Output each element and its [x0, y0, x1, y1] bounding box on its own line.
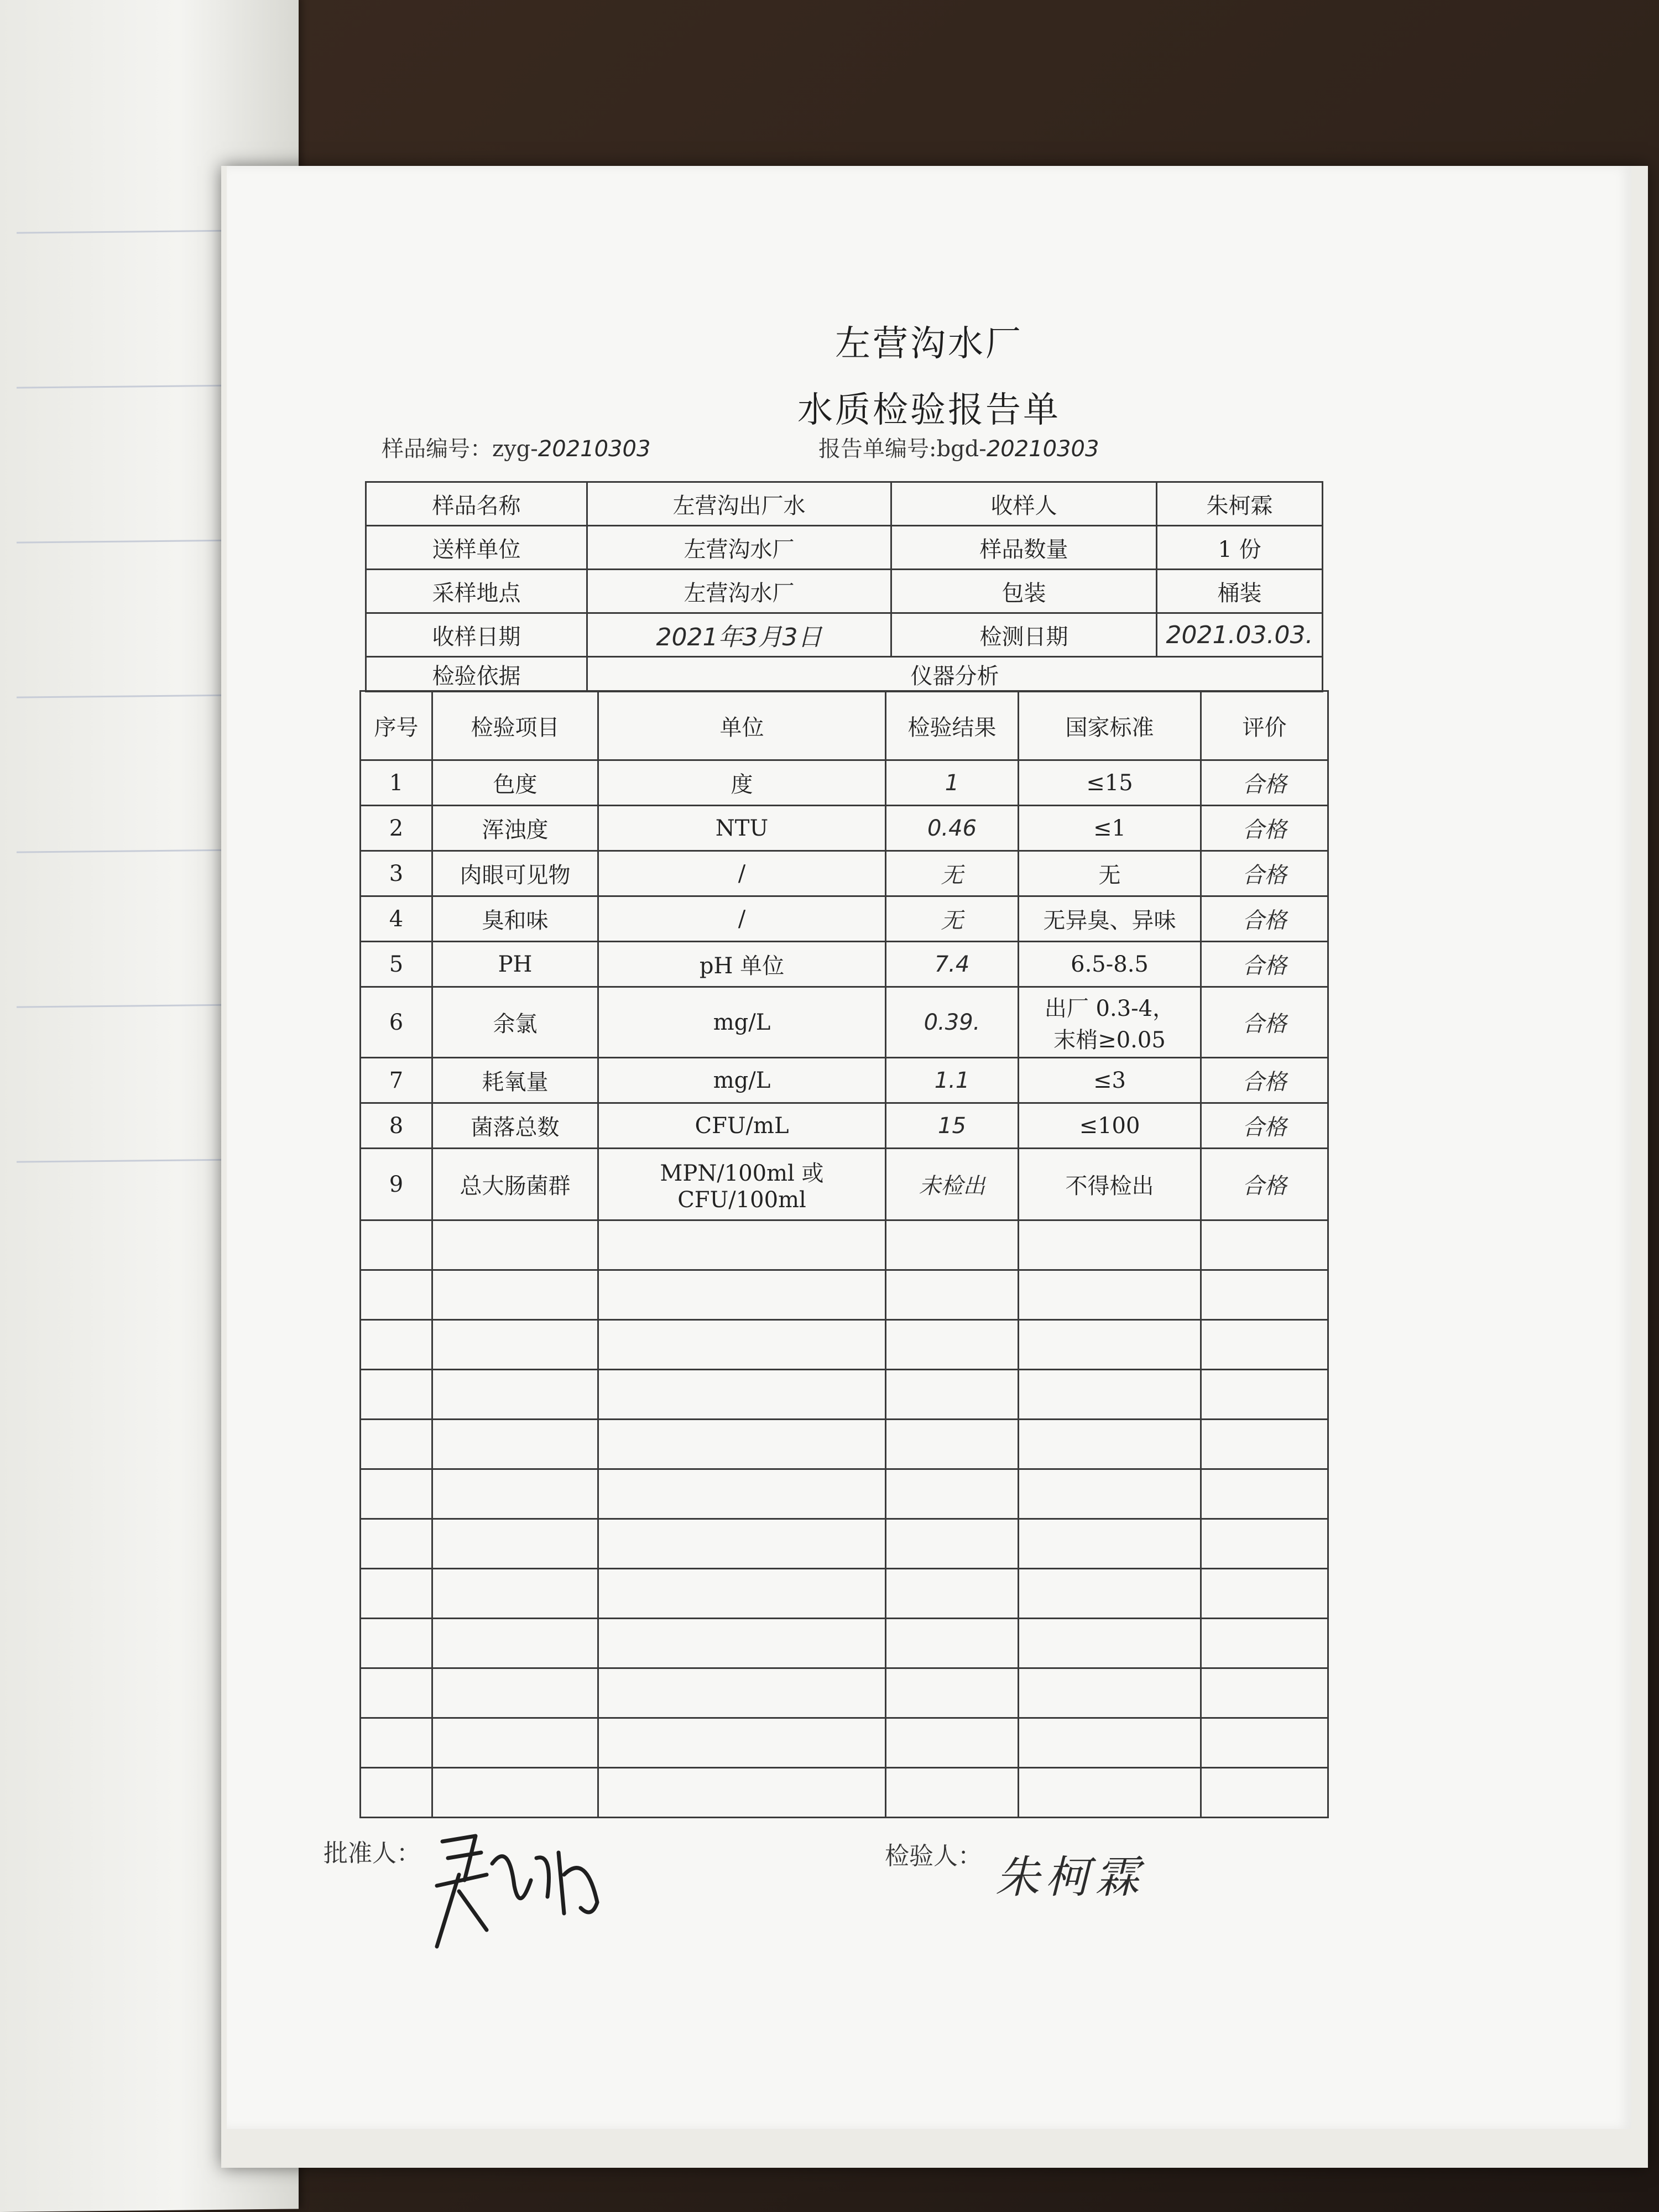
empty-cell: [886, 1270, 1019, 1320]
empty-cell: [1201, 1270, 1328, 1320]
package-label: 包装: [891, 570, 1157, 613]
empty-cell: [1019, 1519, 1201, 1569]
table-row: [361, 1103, 1328, 1149]
header-item: 检验项目: [432, 691, 598, 760]
row-seq: 4: [361, 896, 432, 942]
row-result: 1.1: [886, 1058, 1019, 1103]
inspector-label: 检验人：: [885, 1842, 982, 1870]
row-unit: pH 单位: [598, 942, 886, 987]
empty-cell: [1019, 1469, 1201, 1519]
row-evaluation: 合格: [1201, 851, 1328, 896]
row-item: 总大肠菌群: [432, 1149, 598, 1220]
empty-cell: [1019, 1220, 1201, 1270]
empty-cell: [598, 1320, 886, 1370]
receive-date-label: 收样日期: [366, 613, 587, 657]
empty-cell: [1201, 1220, 1328, 1270]
empty-cell: [598, 1270, 886, 1320]
row-seq: 2: [361, 806, 432, 851]
row-evaluation: 合格: [1201, 806, 1328, 851]
empty-cell: [432, 1619, 598, 1668]
empty-cell: [598, 1220, 886, 1270]
test-results-table: [359, 690, 1329, 1818]
row-unit: /: [598, 851, 886, 896]
empty-cell: [432, 1469, 598, 1519]
empty-table-row: [361, 1668, 1328, 1718]
empty-cell: [1019, 1320, 1201, 1370]
row-unit-line2: CFU/100ml: [677, 1187, 806, 1213]
row-result: 无: [886, 896, 1019, 942]
empty-cell: [432, 1320, 598, 1370]
report-sheet: [227, 166, 1631, 2129]
empty-cell: [432, 1370, 598, 1420]
empty-table-row: [361, 1768, 1328, 1818]
row-seq: 7: [361, 1058, 432, 1103]
empty-cell: [598, 1519, 886, 1569]
sample-number: [382, 431, 650, 463]
empty-table-row: [361, 1370, 1328, 1420]
empty-cell: [1019, 1420, 1201, 1469]
empty-cell: [432, 1270, 598, 1320]
row-standard-line2: 末梢≥0.05: [1053, 1027, 1166, 1053]
empty-cell: [886, 1469, 1019, 1519]
sample-name-label: 样品名称: [366, 482, 587, 526]
empty-cell: [1201, 1619, 1328, 1668]
empty-cell: [361, 1320, 432, 1370]
empty-cell: [598, 1619, 886, 1668]
test-date-value: 2021.03.03.: [1157, 613, 1323, 657]
row-item: 菌落总数: [432, 1103, 598, 1149]
sender-value: 左营沟水厂: [587, 526, 891, 570]
empty-cell: [598, 1768, 886, 1818]
empty-cell: [361, 1370, 432, 1420]
empty-table-row: [361, 1519, 1328, 1569]
empty-cell: [432, 1420, 598, 1469]
table-row: [361, 806, 1328, 851]
row-evaluation: 合格: [1201, 1149, 1328, 1220]
empty-cell: [1019, 1718, 1201, 1768]
empty-cell: [361, 1270, 432, 1320]
row-unit: mg/L: [598, 987, 886, 1058]
approver-signature: [426, 1819, 625, 1963]
empty-cell: [361, 1420, 432, 1469]
empty-table-row: [361, 1220, 1328, 1270]
row-standard: [1019, 987, 1201, 1058]
empty-cell: [1201, 1718, 1328, 1768]
row-seq: 5: [361, 942, 432, 987]
sample-info-table: [365, 481, 1323, 692]
header-standard: 国家标准: [1019, 691, 1201, 760]
row-standard: 6.5-8.5: [1019, 942, 1201, 987]
basis-label: 检验依据: [366, 657, 587, 692]
empty-cell: [1201, 1420, 1328, 1469]
report-number: [818, 431, 1099, 463]
row-standard-line1: 出厂 0.3-4，: [1044, 995, 1175, 1021]
row-evaluation: 合格: [1201, 1103, 1328, 1149]
row-unit: NTU: [598, 806, 886, 851]
basis-value: 仪器分析: [587, 657, 1323, 692]
row-unit: /: [598, 896, 886, 942]
approver-label: 批准人：: [324, 1839, 421, 1867]
empty-cell: [1019, 1569, 1201, 1619]
empty-cell: [1201, 1469, 1328, 1519]
row-standard: 无: [1019, 851, 1201, 896]
row-evaluation: 合格: [1201, 760, 1328, 806]
empty-cell: [1201, 1768, 1328, 1818]
row-unit: 度: [598, 760, 886, 806]
row-seq: 9: [361, 1149, 432, 1220]
row-unit-line1: MPN/100ml 或: [660, 1161, 824, 1186]
empty-cell: [886, 1420, 1019, 1469]
quantity-value: 1 份: [1157, 526, 1323, 570]
empty-cell: [1019, 1619, 1201, 1668]
row-item: 色度: [432, 760, 598, 806]
row-item: PH: [432, 942, 598, 987]
empty-cell: [1201, 1320, 1328, 1370]
empty-cell: [886, 1519, 1019, 1569]
empty-cell: [1019, 1270, 1201, 1320]
empty-cell: [361, 1220, 432, 1270]
empty-cell: [598, 1469, 886, 1519]
info-row: [366, 570, 1323, 613]
header-seq: 序号: [361, 691, 432, 760]
row-seq: 3: [361, 851, 432, 896]
sample-name-value: 左营沟出厂水: [587, 482, 891, 526]
empty-cell: [432, 1718, 598, 1768]
empty-cell: [432, 1668, 598, 1718]
empty-rows: [361, 1220, 1328, 1818]
empty-table-row: [361, 1469, 1328, 1519]
info-row: [366, 613, 1323, 657]
empty-cell: [361, 1469, 432, 1519]
row-seq: 1: [361, 760, 432, 806]
inspector-signature: 朱柯霖: [995, 1851, 1145, 1903]
empty-cell: [886, 1370, 1019, 1420]
empty-cell: [598, 1569, 886, 1619]
table-row: [361, 896, 1328, 942]
row-standard: ≤3: [1019, 1058, 1201, 1103]
info-row: [366, 482, 1323, 526]
row-evaluation: 合格: [1201, 942, 1328, 987]
row-item: 耗氧量: [432, 1058, 598, 1103]
table-row: [361, 760, 1328, 806]
empty-cell: [886, 1220, 1019, 1270]
sample-number-label: 样品编号：zyg-: [382, 436, 538, 462]
empty-cell: [598, 1668, 886, 1718]
empty-cell: [1201, 1519, 1328, 1569]
sender-label: 送样单位: [366, 526, 587, 570]
location-value: 左营沟水厂: [587, 570, 891, 613]
row-item: 余氯: [432, 987, 598, 1058]
row-unit: mg/L: [598, 1058, 886, 1103]
package-value: 桶装: [1157, 570, 1323, 613]
test-date-label: 检测日期: [891, 613, 1157, 657]
table-row: [361, 987, 1328, 1058]
empty-cell: [598, 1420, 886, 1469]
empty-cell: [361, 1668, 432, 1718]
header-result: 检验结果: [886, 691, 1019, 760]
empty-cell: [886, 1718, 1019, 1768]
empty-cell: [361, 1619, 432, 1668]
row-standard: ≤1: [1019, 806, 1201, 851]
row-result: 0.46: [886, 806, 1019, 851]
row-seq: 8: [361, 1103, 432, 1149]
empty-cell: [361, 1718, 432, 1768]
row-standard: 不得检出: [1019, 1149, 1201, 1220]
empty-cell: [432, 1220, 598, 1270]
header-row: [361, 691, 1328, 760]
empty-cell: [432, 1519, 598, 1569]
report-number-label: 报告单编号:bgd-: [818, 436, 987, 462]
report-number-value: 20210303: [986, 436, 1099, 462]
row-result: 1: [886, 760, 1019, 806]
empty-cell: [432, 1768, 598, 1818]
empty-cell: [361, 1569, 432, 1619]
info-row: [366, 526, 1323, 570]
row-evaluation: 合格: [1201, 1058, 1328, 1103]
info-row: [366, 657, 1323, 692]
empty-table-row: [361, 1270, 1328, 1320]
empty-cell: [886, 1569, 1019, 1619]
sample-number-value: 20210303: [538, 436, 651, 462]
row-item: 肉眼可见物: [432, 851, 598, 896]
empty-table-row: [361, 1569, 1328, 1619]
quantity-label: 样品数量: [891, 526, 1157, 570]
empty-cell: [886, 1668, 1019, 1718]
row-item: 臭和味: [432, 896, 598, 942]
row-unit: [598, 1149, 886, 1220]
header-evaluation: 评价: [1201, 691, 1328, 760]
row-result: 7.4: [886, 942, 1019, 987]
row-result: 0.39.: [886, 987, 1019, 1058]
table-row: [361, 1058, 1328, 1103]
row-evaluation: 合格: [1201, 896, 1328, 942]
empty-cell: [1201, 1569, 1328, 1619]
receiver-label: 收样人: [891, 482, 1157, 526]
row-standard: ≤15: [1019, 760, 1201, 806]
empty-cell: [1201, 1370, 1328, 1420]
empty-cell: [1201, 1668, 1328, 1718]
row-seq: 6: [361, 987, 432, 1058]
empty-cell: [598, 1718, 886, 1768]
empty-cell: [886, 1320, 1019, 1370]
header-unit: 单位: [598, 691, 886, 760]
table-row: [361, 942, 1328, 987]
empty-cell: [361, 1519, 432, 1569]
row-result: 15: [886, 1103, 1019, 1149]
empty-table-row: [361, 1718, 1328, 1768]
empty-cell: [1019, 1768, 1201, 1818]
empty-cell: [886, 1768, 1019, 1818]
empty-cell: [361, 1768, 432, 1818]
row-result: 未检出: [886, 1149, 1019, 1220]
company-name: 左营沟水厂: [835, 324, 1023, 364]
report-title: 水质检验报告单: [797, 390, 1061, 431]
table-row: [361, 1149, 1328, 1220]
location-label: 采样地点: [366, 570, 587, 613]
row-unit: CFU/mL: [598, 1103, 886, 1149]
empty-cell: [598, 1370, 886, 1420]
row-standard: 无异臭、异味: [1019, 896, 1201, 942]
empty-table-row: [361, 1320, 1328, 1370]
row-standard: ≤100: [1019, 1103, 1201, 1149]
empty-cell: [1019, 1668, 1201, 1718]
receive-date-value: 2021年3月3日: [587, 613, 891, 657]
empty-cell: [432, 1569, 598, 1619]
row-evaluation: 合格: [1201, 987, 1328, 1058]
receiver-value: 朱柯霖: [1157, 482, 1323, 526]
row-result: 无: [886, 851, 1019, 896]
row-item: 浑浊度: [432, 806, 598, 851]
empty-table-row: [361, 1619, 1328, 1668]
empty-cell: [886, 1619, 1019, 1668]
empty-cell: [1019, 1370, 1201, 1420]
table-row: [361, 851, 1328, 896]
empty-table-row: [361, 1420, 1328, 1469]
